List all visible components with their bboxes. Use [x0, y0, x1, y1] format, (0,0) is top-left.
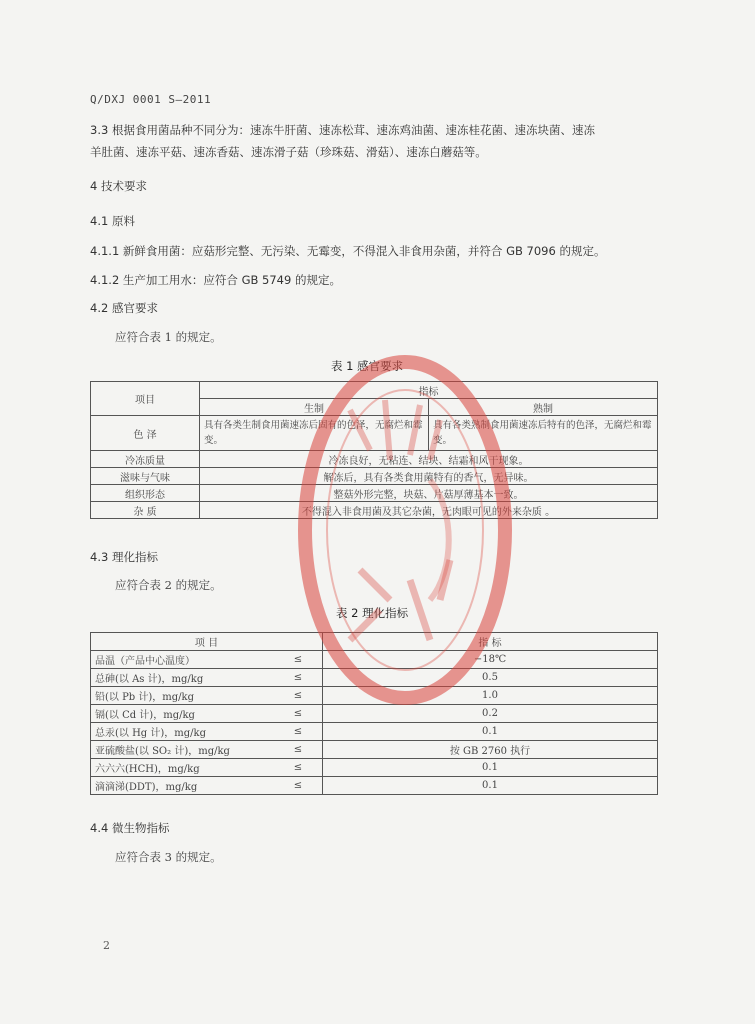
table2-item: 滴滴涕(DDT)，mg/kg [91, 777, 275, 795]
table2-op: ≤ [274, 723, 323, 741]
table1-caption: 表 1 感官要求 [331, 359, 404, 373]
section-4-1-heading: 4.1 原料 [90, 214, 135, 228]
table2-op: ≤ [274, 651, 323, 669]
table2-item: 镉(以 Cd 计)，mg/kg [91, 705, 275, 723]
table2-caption: 表 2 理化指标 [336, 606, 409, 620]
table2-value: 0.1 [323, 777, 658, 795]
table1-header-cooked: 熟制 [429, 399, 658, 416]
table1-row-value: 整菇外形完整，块菇、片菇厚薄基本一致。 [200, 485, 658, 502]
table2-item: 铅(以 Pb 计)，mg/kg [91, 687, 275, 705]
table1-row-label: 组织形态 [91, 485, 200, 502]
table-row [91, 669, 658, 687]
table2-value: 0.2 [323, 705, 658, 723]
table-row [91, 759, 658, 777]
page-number: 2 [103, 939, 110, 952]
physicochemical-table [90, 632, 658, 795]
table1-row-label: 滋味与气味 [91, 468, 200, 485]
table2-value: −18℃ [323, 651, 658, 669]
table2-op: ≤ [274, 669, 323, 687]
table2-item: 总汞(以 Hg 计)，mg/kg [91, 723, 275, 741]
table2-item: 六六六(HCH)，mg/kg [91, 759, 275, 777]
section-3-3-line2: 羊肚菌、速冻平菇、速冻香菇、速冻滑子菇（珍珠菇、滑菇）、速冻白蘑菇等。 [90, 145, 487, 159]
stamp-mark-bottom [350, 560, 450, 640]
table2-op: ≤ [274, 759, 323, 777]
table2-item: 亚硫酸盐(以 SO₂ 计)，mg/kg [91, 741, 275, 759]
table1-header-index: 指标 [200, 382, 658, 399]
table-row [91, 777, 658, 795]
table-row [91, 723, 658, 741]
table1-row-value: 不得混入非食用菌及其它杂菌，无肉眼可见的外来杂质 。 [200, 502, 658, 519]
table2-value: 0.1 [323, 723, 658, 741]
table2-header-index: 指 标 [323, 633, 658, 651]
table2-item: 品温（产品中心温度） [91, 651, 275, 669]
table-row [91, 468, 658, 485]
table1-header-item: 项目 [91, 382, 200, 416]
table2-op: ≤ [274, 705, 323, 723]
table-row [91, 485, 658, 502]
table1-color-cooked: 具有各类熟制食用菌速冻后特有的色泽，无腐烂和霉变。 [429, 416, 658, 451]
table2-header-item: 项 目 [91, 633, 323, 651]
table2-op: ≤ [274, 741, 323, 759]
table-row [91, 687, 658, 705]
table2-value: 0.1 [323, 759, 658, 777]
section-4-2-heading: 4.2 感官要求 [90, 301, 158, 315]
section-4-heading: 4 技术要求 [90, 179, 147, 193]
table1-color-label: 色 泽 [91, 416, 200, 451]
table2-value: 0.5 [323, 669, 658, 687]
table-row [91, 502, 658, 519]
table1-row-value: 解冻后，具有各类食用菌特有的香气，无异味。 [200, 468, 658, 485]
section-4-3-heading: 4.3 理化指标 [90, 550, 158, 564]
table2-op: ≤ [274, 777, 323, 795]
table1-color-raw: 具有各类生制食用菌速冻后固有的色泽，无腐烂和霉变。 [200, 416, 429, 451]
table-row [91, 741, 658, 759]
table-row [91, 651, 658, 669]
standard-code-header: Q/DXJ 0001 S—2011 [90, 93, 212, 106]
section-4-3-text: 应符合表 2 的规定。 [115, 578, 222, 592]
sensory-requirements-table [90, 381, 658, 519]
section-4-1-2: 4.1.2 生产加工用水：应符合 GB 5749 的规定。 [90, 273, 341, 287]
table1-header-raw: 生制 [200, 399, 429, 416]
table2-op: ≤ [274, 687, 323, 705]
section-3-3-line1: 3.3 根据食用菌品种不同分为：速冻牛肝菌、速冻松茸、速冻鸡油菌、速冻桂花菌、速冻块菌、速冻 [90, 123, 595, 137]
table-row [91, 451, 658, 468]
table1-row-label: 冷冻质量 [91, 451, 200, 468]
section-4-2-text: 应符合表 1 的规定。 [115, 330, 222, 344]
table2-value: 1.0 [323, 687, 658, 705]
section-4-4-text: 应符合表 3 的规定。 [115, 850, 222, 864]
section-4-1-1: 4.1.1 新鲜食用菌：应菇形完整、无污染、无霉变，不得混入非食用杂菌，并符合 GB 7096 的规定。 [90, 244, 606, 258]
table2-value: 按 GB 2760 执行 [323, 741, 658, 759]
table1-row-label: 杂 质 [91, 502, 200, 519]
section-4-4-heading: 4.4 微生物指标 [90, 821, 170, 835]
table1-row-value: 冷冻良好，无粘连、结块、结霜和风干现象。 [200, 451, 658, 468]
table2-item: 总砷(以 As 计)，mg/kg [91, 669, 275, 687]
table-row [91, 705, 658, 723]
